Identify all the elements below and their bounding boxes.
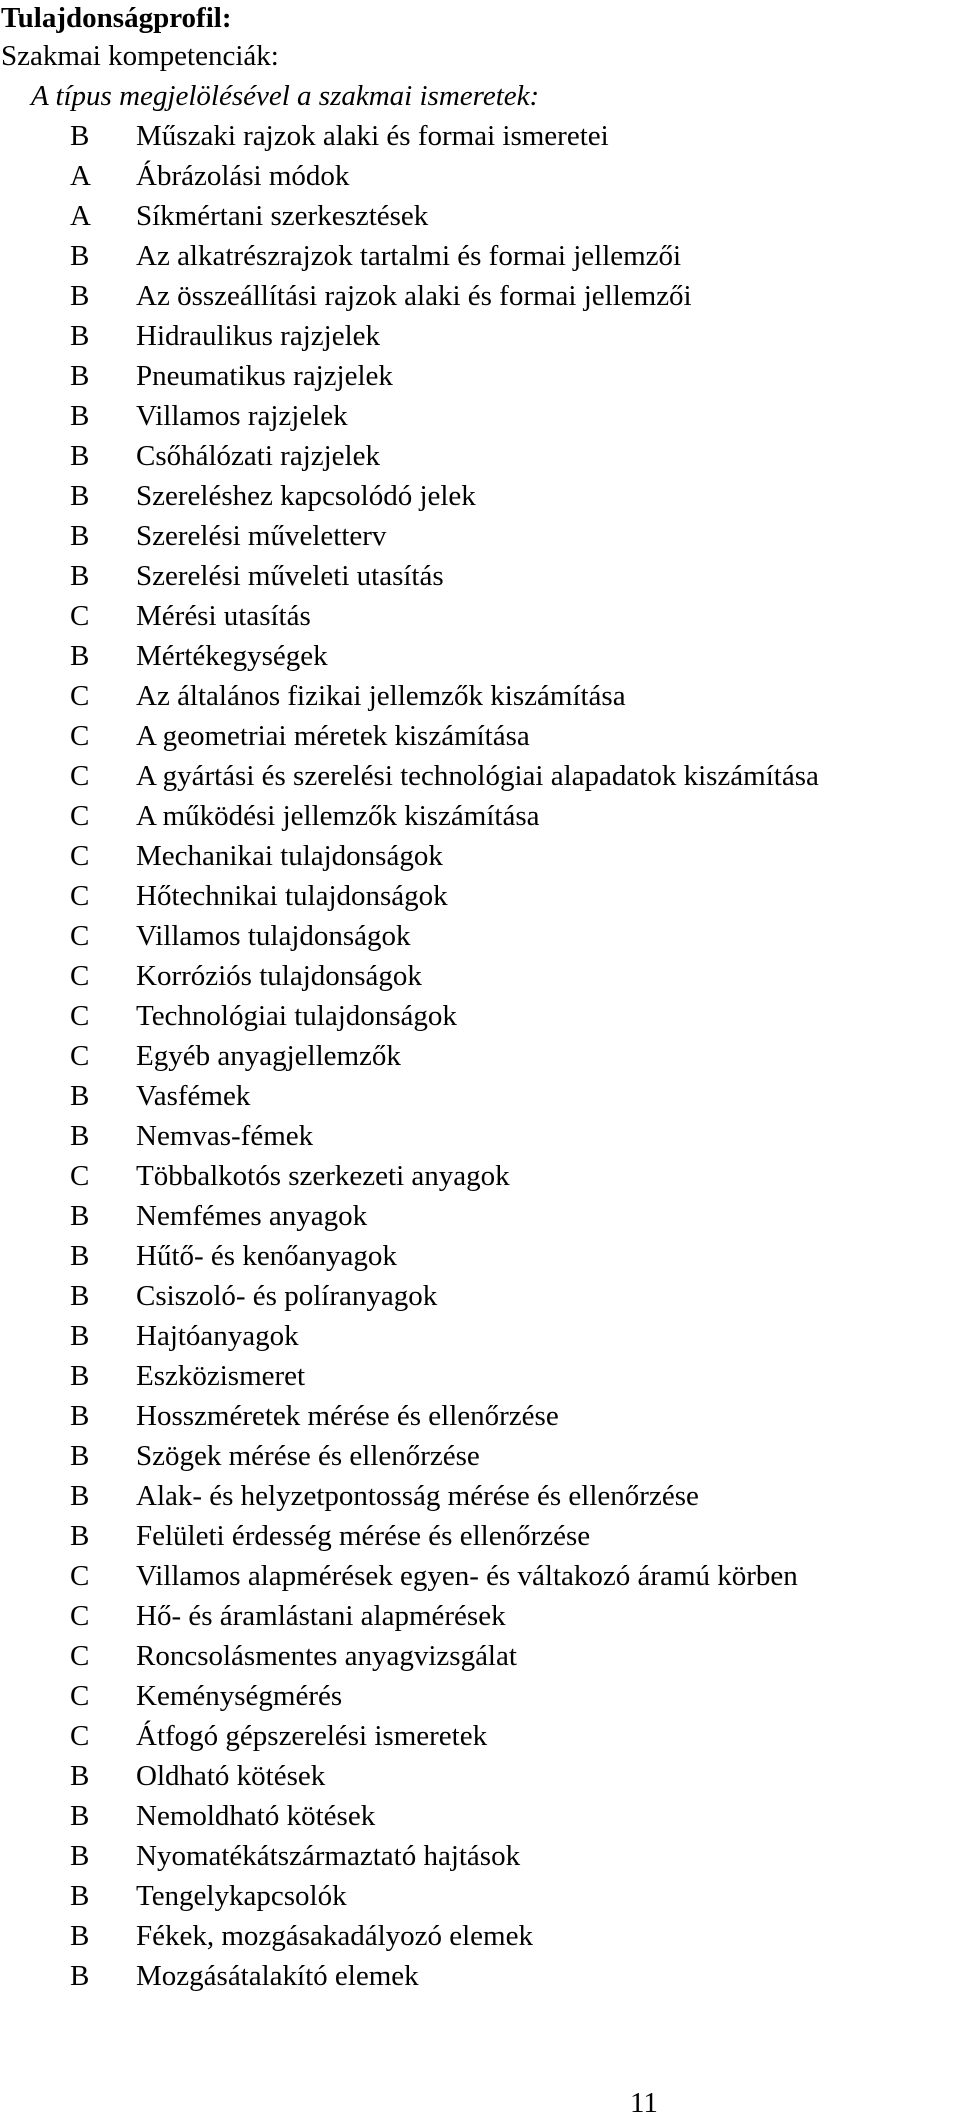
competency-label: Nemfémes anyagok (136, 1200, 368, 1232)
competency-type-code: B (70, 120, 90, 152)
competency-label: Szereléshez kapcsolódó jelek (136, 480, 476, 512)
competency-label: Keménységmérés (136, 1680, 343, 1712)
competency-type-code: C (70, 1720, 90, 1752)
competency-type-code: B (70, 1840, 90, 1872)
competency-label: Mérési utasítás (136, 600, 311, 632)
competency-type-code: B (70, 400, 90, 432)
competency-label: Szerelési műveleti utasítás (136, 560, 444, 592)
competency-label: Nyomatékátszármaztató hajtások (136, 1840, 521, 1872)
competency-label: Síkmértani szerkesztések (136, 200, 429, 232)
competency-type-code: B (70, 1480, 90, 1512)
competency-type-code: B (70, 1280, 90, 1312)
competency-label: Az összeállítási rajzok alaki és formai jellemzői (136, 280, 692, 312)
list-intro: A típus megjelölésével a szakmai ismeretek: (31, 80, 540, 112)
competency-label: Vasfémek (136, 1080, 251, 1112)
section-heading: Tulajdonságprofil: (1, 2, 232, 34)
competency-label: Átfogó gépszerelési ismeretek (136, 1720, 488, 1752)
competency-type-code: B (70, 1960, 90, 1992)
competency-label: Nemoldható kötések (136, 1800, 376, 1832)
competency-label: Hűtő- és kenőanyagok (136, 1240, 397, 1272)
competency-type-code: C (70, 1160, 90, 1192)
competency-label: Hajtóanyagok (136, 1320, 299, 1352)
competency-label: Villamos rajzjelek (136, 400, 348, 432)
competency-type-code: C (70, 1640, 90, 1672)
competency-type-code: B (70, 1760, 90, 1792)
competency-type-code: B (70, 1120, 90, 1152)
competency-type-code: B (70, 520, 90, 552)
competency-type-code: B (70, 1080, 90, 1112)
competency-type-code: B (70, 1360, 90, 1392)
competency-label: Alak- és helyzetpontosság mérése és ellenőrzése (136, 1480, 699, 1512)
competency-label: Tengelykapcsolók (136, 1880, 347, 1912)
page-number: 11 (630, 2087, 658, 2119)
competency-label: Hidraulikus rajzjelek (136, 320, 380, 352)
competency-label: Az általános fizikai jellemzők kiszámítása (136, 680, 626, 712)
competency-label: Mértékegységek (136, 640, 328, 672)
competency-type-code: B (70, 1400, 90, 1432)
competency-type-code: C (70, 1600, 90, 1632)
competency-label: Csőhálózati rajzjelek (136, 440, 380, 472)
competency-type-code: B (70, 1200, 90, 1232)
competency-type-code: C (70, 920, 90, 952)
competency-label: Pneumatikus rajzjelek (136, 360, 393, 392)
competency-label: A gyártási és szerelési technológiai alapadatok kiszámítása (136, 760, 819, 792)
competency-label: Fékek, mozgásakadályozó elemek (136, 1920, 533, 1952)
competency-type-code: B (70, 1800, 90, 1832)
competency-type-code: B (70, 240, 90, 272)
competency-label: A működési jellemzők kiszámítása (136, 800, 540, 832)
competency-label: Villamos alapmérések egyen- és váltakozó áramú körben (136, 1560, 798, 1592)
competency-type-code: B (70, 440, 90, 472)
competency-type-code: C (70, 760, 90, 792)
competency-type-code: B (70, 1440, 90, 1472)
competency-type-code: B (70, 1920, 90, 1952)
competency-type-code: C (70, 1040, 90, 1072)
competency-type-code: B (70, 1880, 90, 1912)
competency-label: Ábrázolási módok (136, 160, 350, 192)
competency-label: Hő- és áramlástani alapmérések (136, 1600, 506, 1632)
competency-type-code: B (70, 1240, 90, 1272)
competency-label: Szerelési műveletterv (136, 520, 387, 552)
competency-type-code: B (70, 1520, 90, 1552)
competency-label: Eszközismeret (136, 1360, 306, 1392)
competency-label: Felületi érdesség mérése és ellenőrzése (136, 1520, 591, 1552)
competency-type-code: B (70, 480, 90, 512)
competency-type-code: B (70, 280, 90, 312)
competency-type-code: C (70, 720, 90, 752)
competency-type-code: C (70, 1560, 90, 1592)
competency-type-code: C (70, 1000, 90, 1032)
competency-label: Csiszoló- és políranyagok (136, 1280, 438, 1312)
competency-type-code: C (70, 880, 90, 912)
competency-label: Nemvas-fémek (136, 1120, 314, 1152)
competency-label: Villamos tulajdonságok (136, 920, 411, 952)
competency-label: Egyéb anyagjellemzők (136, 1040, 401, 1072)
competency-label: Szögek mérése és ellenőrzése (136, 1440, 480, 1472)
competency-type-code: C (70, 600, 90, 632)
competency-type-code: A (70, 160, 91, 192)
competency-type-code: C (70, 800, 90, 832)
competency-type-code: B (70, 320, 90, 352)
competency-type-code: B (70, 360, 90, 392)
competency-label: Hőtechnikai tulajdonságok (136, 880, 448, 912)
competency-type-code: C (70, 960, 90, 992)
competency-label: Hosszméretek mérése és ellenőrzése (136, 1400, 559, 1432)
competency-type-code: C (70, 1680, 90, 1712)
competency-label: Technológiai tulajdonságok (136, 1000, 457, 1032)
competency-label: A geometriai méretek kiszámítása (136, 720, 530, 752)
competency-type-code: B (70, 640, 90, 672)
competency-label: Mozgásátalakító elemek (136, 1960, 419, 1992)
competency-type-code: C (70, 680, 90, 712)
competency-type-code: A (70, 200, 91, 232)
competency-label: Műszaki rajzok alaki és formai ismeretei (136, 120, 609, 152)
competency-label: Oldható kötések (136, 1760, 326, 1792)
competency-label: Korróziós tulajdonságok (136, 960, 422, 992)
competency-type-code: B (70, 560, 90, 592)
competency-label: Roncsolásmentes anyagvizsgálat (136, 1640, 517, 1672)
competency-label: Többalkotós szerkezeti anyagok (136, 1160, 510, 1192)
competency-type-code: B (70, 1320, 90, 1352)
competency-label: Mechanikai tulajdonságok (136, 840, 443, 872)
competency-type-code: C (70, 840, 90, 872)
subsection-heading: Szakmai kompetenciák: (1, 40, 279, 72)
competency-label: Az alkatrészrajzok tartalmi és formai jellemzői (136, 240, 682, 272)
